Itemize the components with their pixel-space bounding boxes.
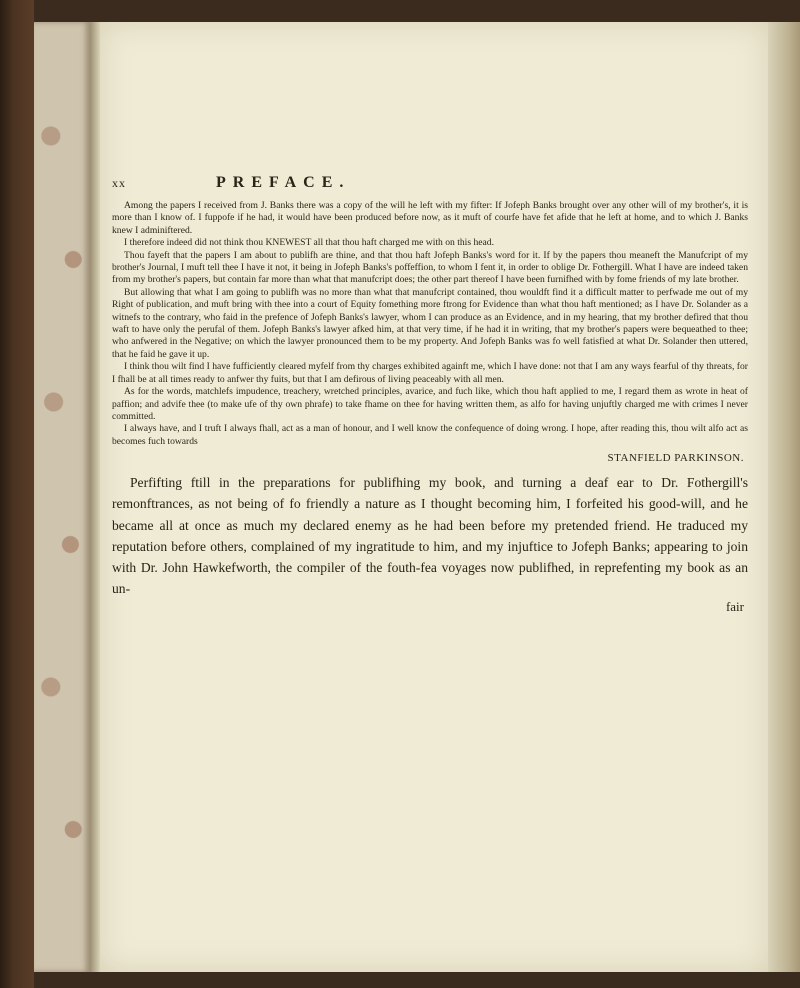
marbled-endpaper [34,22,90,972]
paragraph-6: As for the words, matchlefs impudence, treachery, wretched principles, avarice, and fuch like, which thou haft applied to me, I regard them as wrote in heat of paffion; and advife thee (to make ufe of thy own phrafe) to take fhame on thee for having written them, as alfo for having unjuftly charged me with crimes I never committed. [112,386,748,422]
paragraph-1: Among the papers I received from J. Banks there was a copy of the will he left with my fifter: If Jofeph Banks brought over any other will of my brother's, it is more than I know of. I fuppofe if he had, it would have been produced before now, as it muft of courfe have fet afide that he left at home, and to which J. Banks knew I adminiftered. [112,200,748,236]
page-content [112,174,748,615]
paragraph-4: But allowing that what I am going to publifh was no more than what that manufcript contained, thou wouldft find it a difficult matter to perfwade me out of my Right of publication, and muft bring with thee into a court of Equity fomething more ftrong for Evidence than what thou haft mentioned; as I have Dr. Solander as a witnefs to the contrary, who faid in the prefence of Jofeph Banks's lawyer, whom I can produce as an Evidence, and in my hearing, that my brother defired that thou waft to have only the perufal of them. Jofeph Banks's lawyer afked him, at that very time, if he had it in writing, that my brother's papers were bequeathed to thee; who anfwered in the Negative; on which the lawyer pronounced them to be my property. And Jofeph Banks was fo well fatisfied at what Dr. Solander then uttered, that he faid he gave it up. [112,286,748,360]
page-number: xx [112,176,126,190]
paragraph-3: Thou fayeft that the papers I am about to publifh are thine, and that thou haft Jofeph Banks's word for it. If by the papers thou meaneft the Manufcript of my brother's Journal, I muft tell thee I have it not, it being in Jofeph Banks's poffeffion, to whom I fent it, in order to oblige Dr. Fothergill. What I have are indeed taken from my brother's papers, but contain far more than what that manufcript does; the other part thereof I have been furnifhed with by fome friends of my late brother. [112,249,748,286]
small-text-block [112,200,748,448]
paragraph-5: I think thou wilt find I have fufficiently cleared myfelf from thy charges exhibited againft me, which I have done: not that I am any ways fearful of thy threats, for I fhall be at all times ready to anfwer thy fuits, but that I am defirous of living peaceably with all men. [112,361,748,385]
large-paragraph: Perfifting ftill in the preparations for publifhing my book, and turning a deaf ear to Dr. Fothergill's remonftrances, as not being of fo friendly a nature as I thought becoming him, I forfeited his good-will, and he became all at once as much my declared enemy as he had been before my pretended friend. He traduced my reputation before others, complained of my ingratitude to him, and my injuftice to Jofeph Banks; appearing to join with Dr. John Hawkefworth, the compiler of the fouth-fea voyages now publifhed, in reprefenting my book as an un- [112,475,748,597]
large-text-block [112,472,748,599]
paragraph-7: I always have, and I truft I always fhall, act as a man of honour, and I well know the confequence of doing wrong. I hope, after reading this, thou wilt alfo act as becomes fuch towards [112,423,748,447]
signature: STANFIELD PARKINSON. [607,452,744,465]
page-gutter [90,22,100,972]
running-head: PREFACE. [216,174,351,191]
book-page [100,22,768,972]
page-header [112,174,748,196]
page-edge-right [768,22,800,972]
paragraph-2: I therefore indeed did not think thou KNEWEST all that thou haft charged me with on this head. [124,237,494,249]
catchword: fair [725,599,744,615]
book-cover-edge [0,0,34,988]
